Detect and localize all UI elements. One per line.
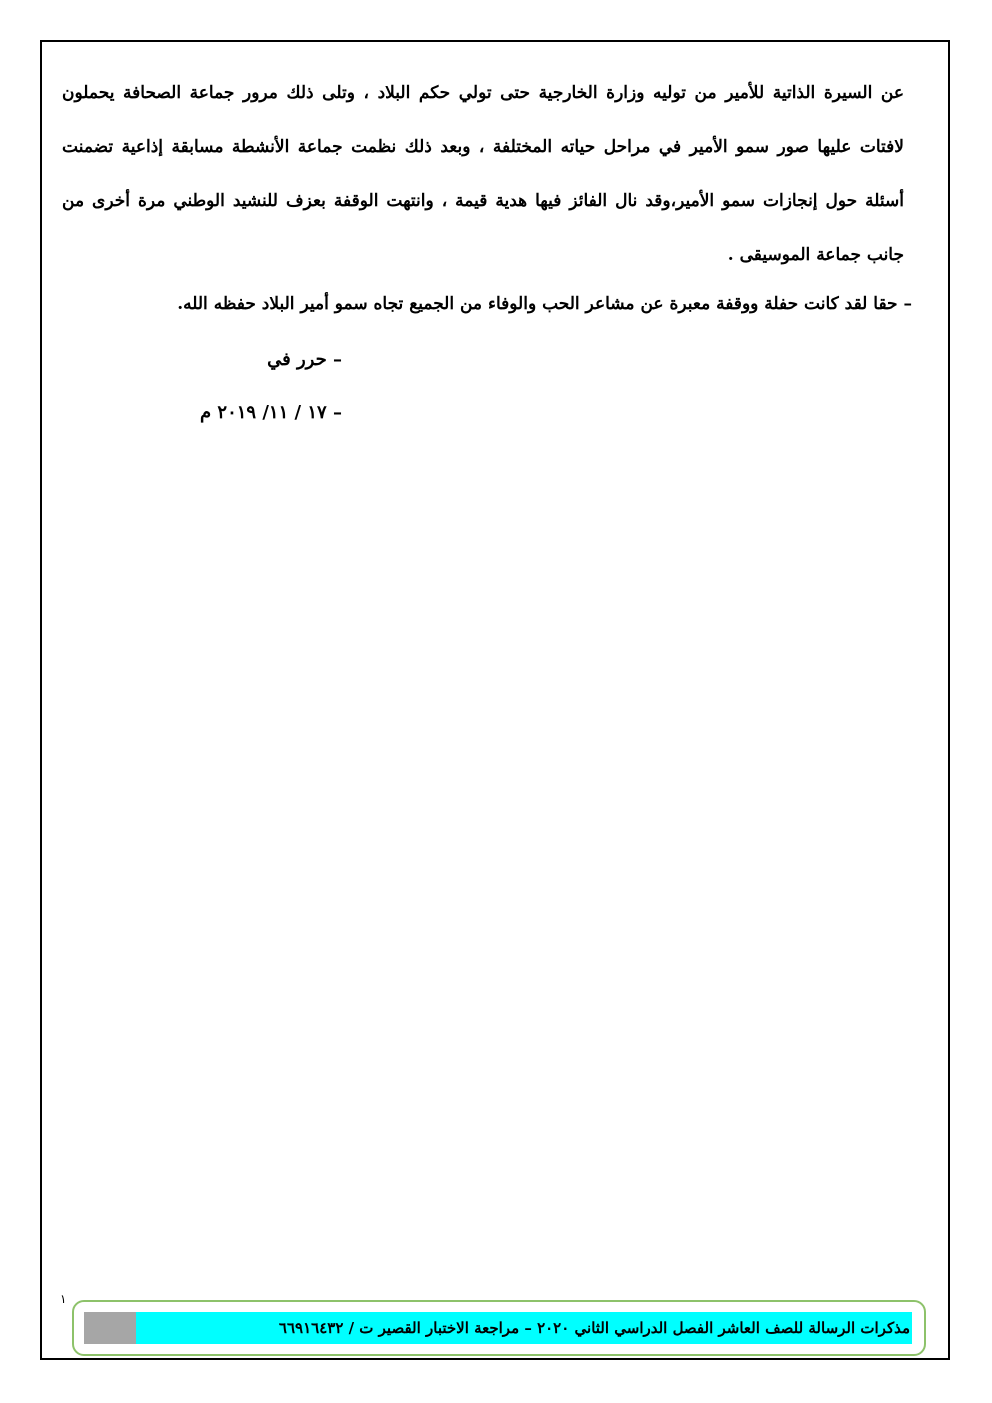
closing-statement: – حقا لقد كانت حفلة ووقفة معبرة عن مشاعر الحب والوفاء من الجميع تجاه سمو أمير البلاد حفظه الله.	[177, 294, 912, 314]
body-paragraph: عن السيرة الذاتية للأمير من توليه وزارة الخارجية حتى تولي حكم البلاد ، وتلى ذلك مرور جماعة الصحافة يحملون لافتات عليها صور سمو الأمير في مراحل حياته المختلفة ، وبعد ذلك نظمت جماعة الأنشطة مسابقة إذاعية تضمنت أسئلة حول إنجازات سمو الأمير،وقد نال الفائز فيها هدية قيمة ، وانتهت الوقفة بعزف للنشيد الوطني مرة أخرى من جانب جماعة الموسيقى .	[62, 83, 904, 265]
footer-band	[84, 1312, 912, 1344]
written-in-line: – حرر في	[267, 349, 342, 370]
date-line: – ١٧ / ١١/ ٢٠١٩ م	[199, 402, 342, 423]
footer-text: مذكرات الرسالة للصف العاشر الفصل الدراسي الثاني ٢٠٢٠ – مراجعة الاختبار القصير ت / ٦٦٩١٦٤٣٢	[278, 1319, 910, 1337]
page-number: ١	[60, 1292, 67, 1306]
footer-gray-block	[84, 1312, 136, 1344]
